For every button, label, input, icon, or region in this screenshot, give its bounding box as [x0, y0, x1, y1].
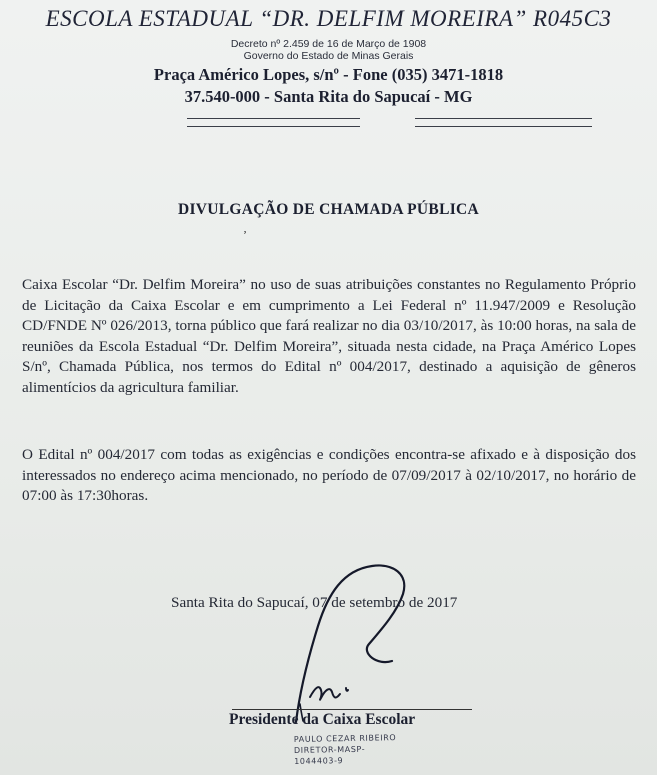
place-and-date: Santa Rita do Sapucaí, 07 de setembro de 2017	[171, 594, 458, 611]
stray-mark: ʼ	[243, 228, 247, 242]
stamp-id: DIRETOR-MASP-1044403-9	[293, 744, 366, 766]
paragraph-edital: O Edital nº 004/2017 com todas as exigências e condições encontra-se afixado e à disposição dos interessados no endereço acima mencionado, no período de 07/09/2017 à 02/10/2017, no horário de 07:00 às 17:30horas.	[22, 446, 636, 505]
paragraph-announcement: Caixa Escolar “Dr. Delfim Moreira” no uso de suas atribuições constantes no Regulamento Próprio de Licitação da Caixa Escolar e em cumprimento a Lei Federal nº 11.947/2009 e Resolução CD/FNDE Nº 026/2013, torna público que fará realizar no dia 03/10/2017, às 10:00 horas, na sala de reuniões da Escola Estadual “Dr. Delfim Moreira”, situada nesta cidade, na Praça Américo Lopes S/nº, Chamada Pública, nos termos do Edital nº 004/2017, destinado a aquisição de gêneros alimentícios da agricultura familiar.	[22, 276, 636, 396]
school-address	[0, 64, 657, 108]
document-heading: DIVULGAÇÃO DE CHAMADA PÚBLICA	[177, 201, 480, 218]
decree-line: Decreto nº 2.459 de 16 de Março de 1908	[230, 38, 427, 50]
header-rule-right-1	[415, 118, 592, 119]
address-city: 37.540-000 - Santa Rita do Sapucaí - MG	[184, 87, 473, 106]
header-rule-left-1	[187, 118, 360, 119]
signature-line	[232, 709, 472, 710]
government-line: Governo do Estado de Minas Gerais	[243, 50, 414, 62]
signatory-role: Presidente da Caixa Escolar	[229, 711, 416, 728]
decree-info	[0, 38, 657, 62]
stamp-name: PAULO CEZAR RIBEIRO	[293, 733, 397, 744]
address-street: Praça Américo Lopes, s/nº - Fone (035) 3471-1818	[153, 65, 504, 84]
header-rule-left-2	[187, 126, 360, 127]
header-rule-right-2	[415, 126, 592, 127]
official-stamp	[294, 732, 405, 767]
school-name: ESCOLA ESTADUAL “DR. DELFIM MOREIRA” R045C3	[45, 6, 612, 31]
